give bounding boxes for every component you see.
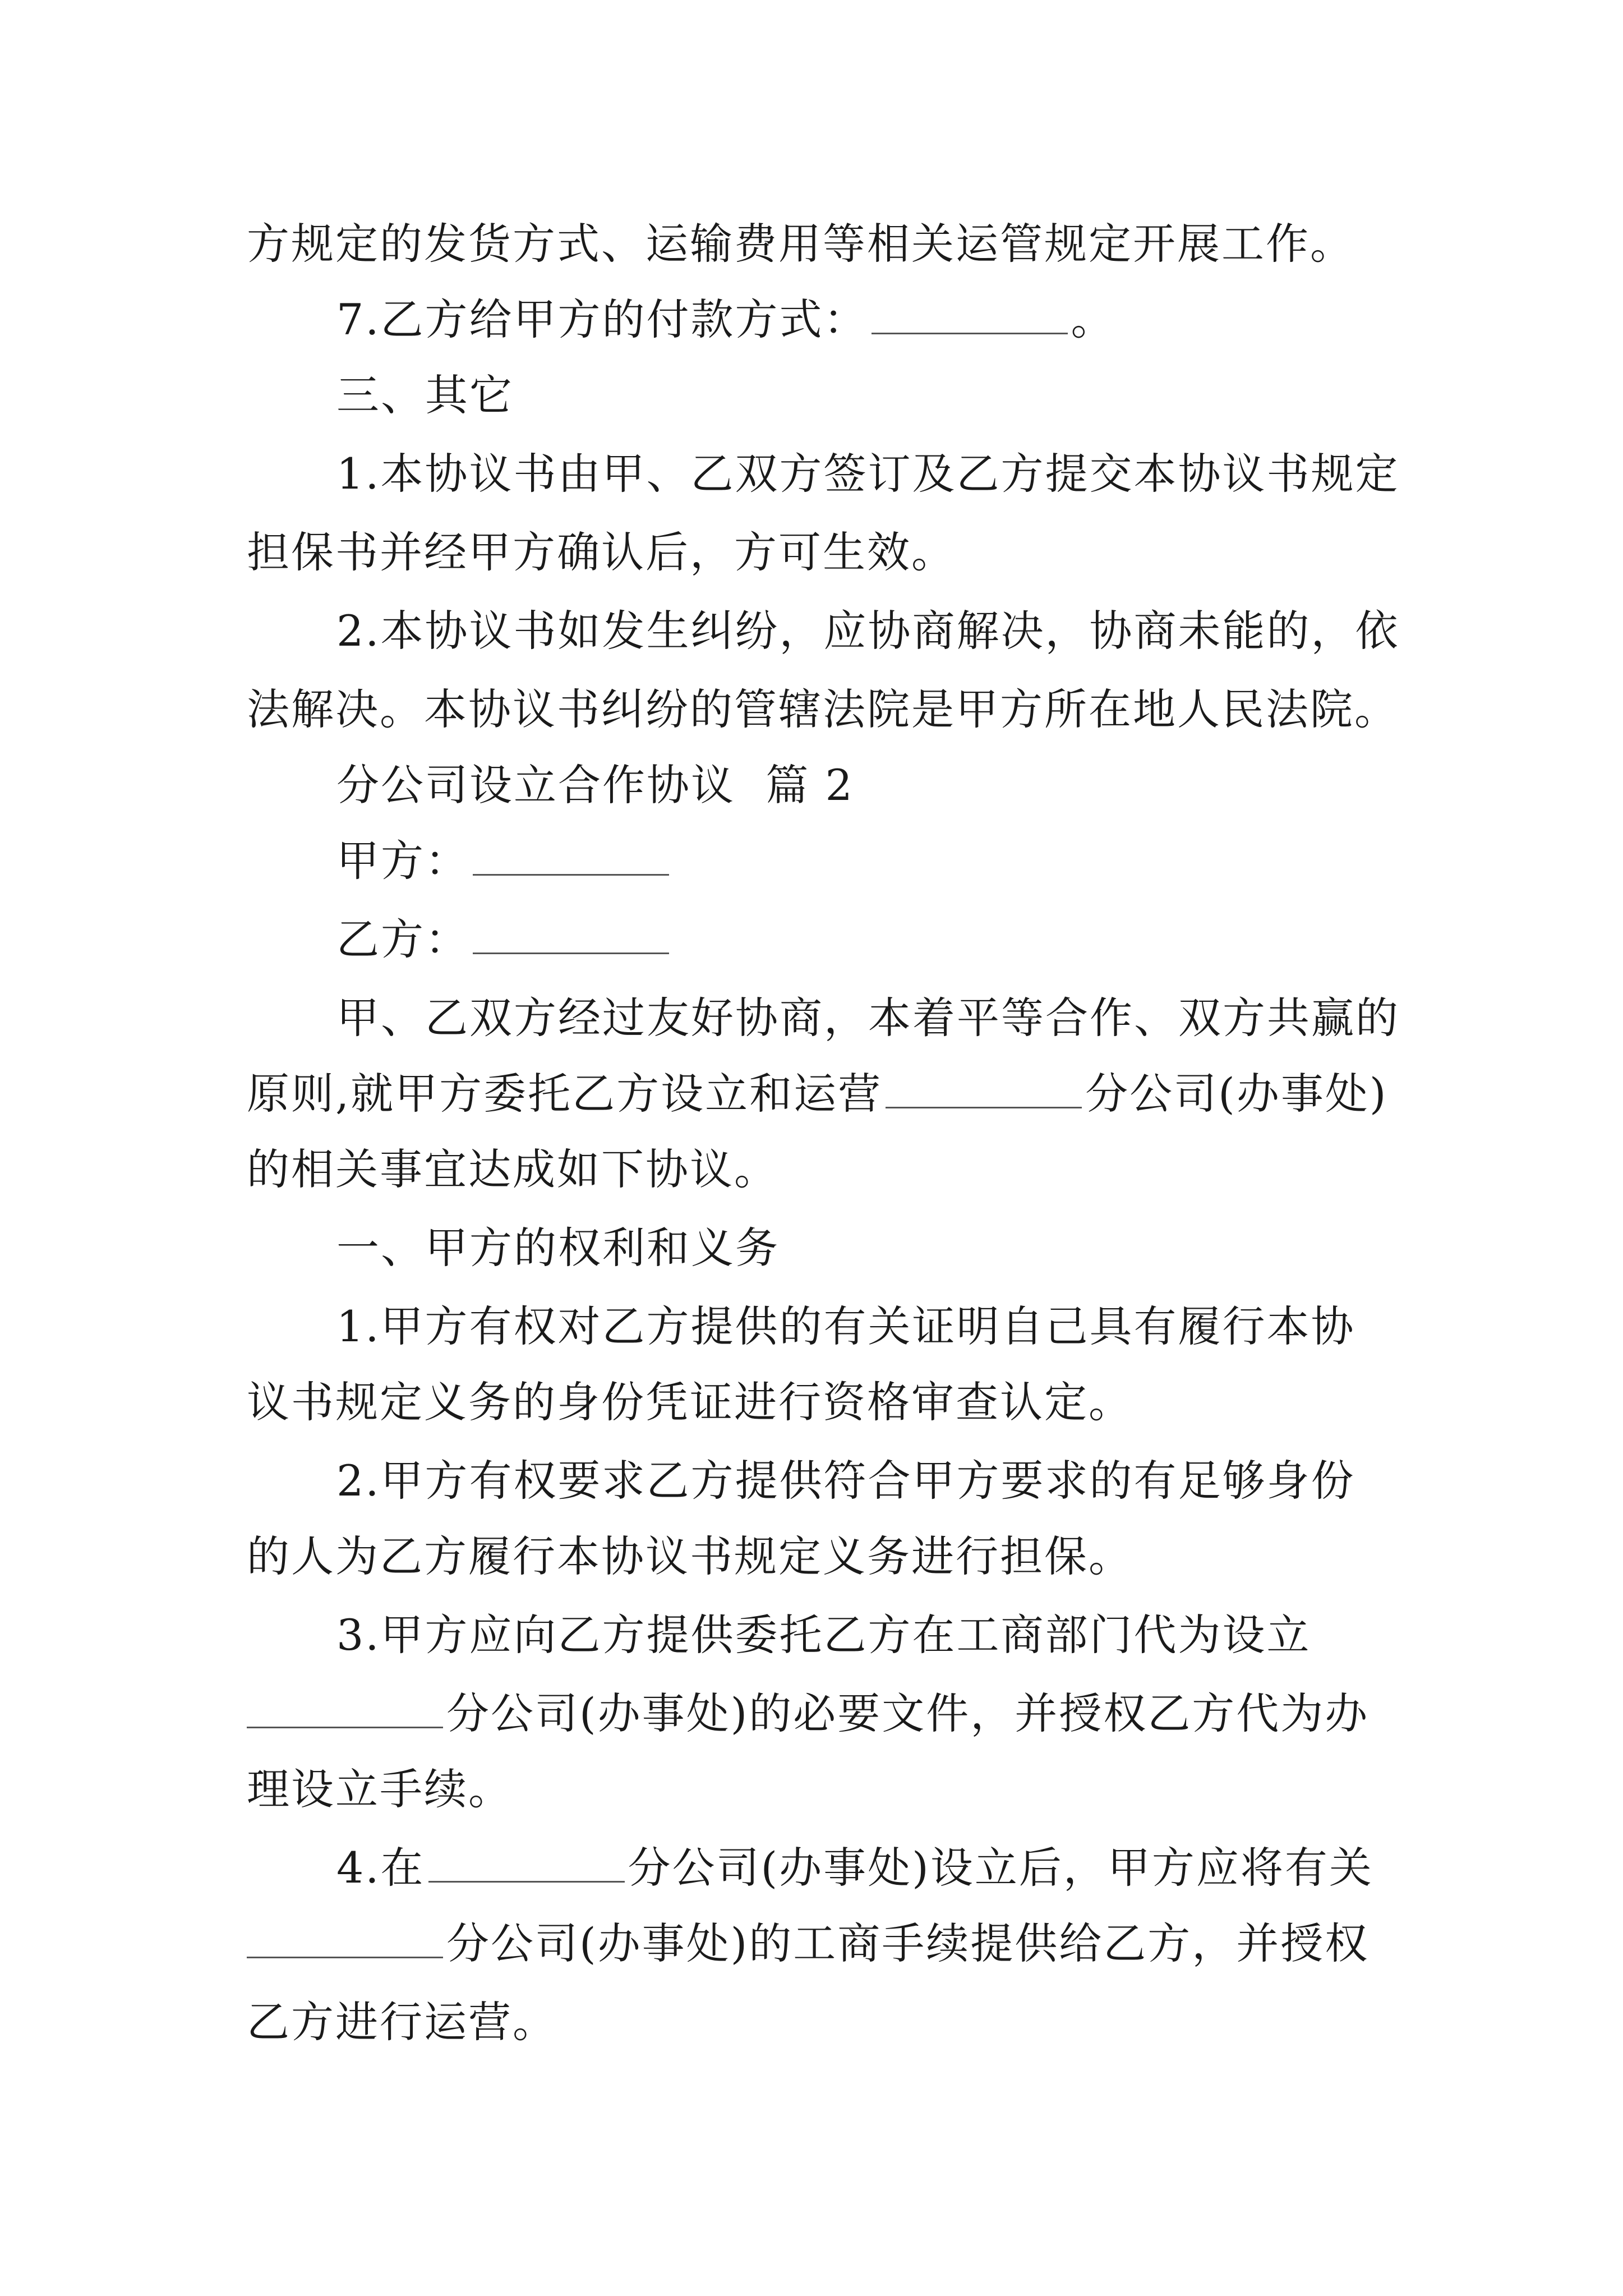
fill-in-blank: [473, 919, 669, 954]
section-heading: 三、其它: [336, 370, 514, 420]
text-line: 议书规定义务的身份凭证进行资格审查认定。: [247, 1377, 1133, 1427]
text-line: 2.本协议书如发生纠纷，应协商解决，协商未能的，依: [336, 606, 1400, 656]
text-line: 4.在 分公司(办事处)设立后，甲方应将有关: [336, 1843, 1373, 1893]
text-line: 理设立手续。: [247, 1764, 513, 1814]
text-line: 甲、乙双方经过友好协商，本着平等合作、双方共赢的: [336, 993, 1400, 1043]
text-line: 7.乙方给甲方的付款方式： 。: [336, 295, 1115, 344]
text-line: 3.甲方应向乙方提供委托乙方在工商部门代为设立: [336, 1610, 1311, 1660]
text-line: 2.甲方有权要求乙方提供符合甲方要求的有足够身份: [336, 1456, 1355, 1506]
text-line: 乙方进行运营。: [247, 1997, 557, 2047]
text-line: 1.甲方有权对乙方提供的有关证明自己具有履行本协: [336, 1301, 1355, 1351]
text-line: 担保书并经甲方确认后，方可生效。: [247, 527, 956, 577]
fill-in-blank: [247, 1693, 443, 1728]
fill-in-blank: [247, 1923, 443, 1958]
section-heading: 一、甲方的权利和义务: [336, 1223, 780, 1273]
text-line: 原则,就甲方委托乙方设立和运营 分公司(办事处): [247, 1069, 1388, 1119]
text-line: 法解决。本协议书纠纷的管辖法院是甲方所在地人民法院。: [247, 684, 1399, 734]
text-line: 分公司(办事处)的工商手续提供给乙方，并授权: [247, 1913, 1402, 1975]
text-line: 分公司(办事处)的必要文件，并授权乙方代为办: [247, 1683, 1402, 1745]
fill-in-blank: [872, 299, 1068, 334]
text-line: 方规定的发货方式、运输费用等相关运管规定开展工作。: [247, 219, 1354, 269]
fill-in-blank: [886, 1073, 1082, 1108]
agreement-title: 分公司设立合作协议 篇 2: [336, 760, 854, 810]
text-line: 1.本协议书由甲、乙双方签订及乙方提交本协议书规定: [336, 449, 1400, 499]
fill-in-blank: [428, 1847, 625, 1883]
text-line: 的相关事宜达成如下协议。: [247, 1144, 778, 1194]
party-a-line: 甲方：: [336, 830, 1402, 892]
text-line: 的人为乙方履行本协议书规定义务进行担保。: [247, 1531, 1133, 1581]
party-b-line: 乙方：: [336, 909, 1402, 970]
fill-in-blank: [473, 840, 669, 876]
